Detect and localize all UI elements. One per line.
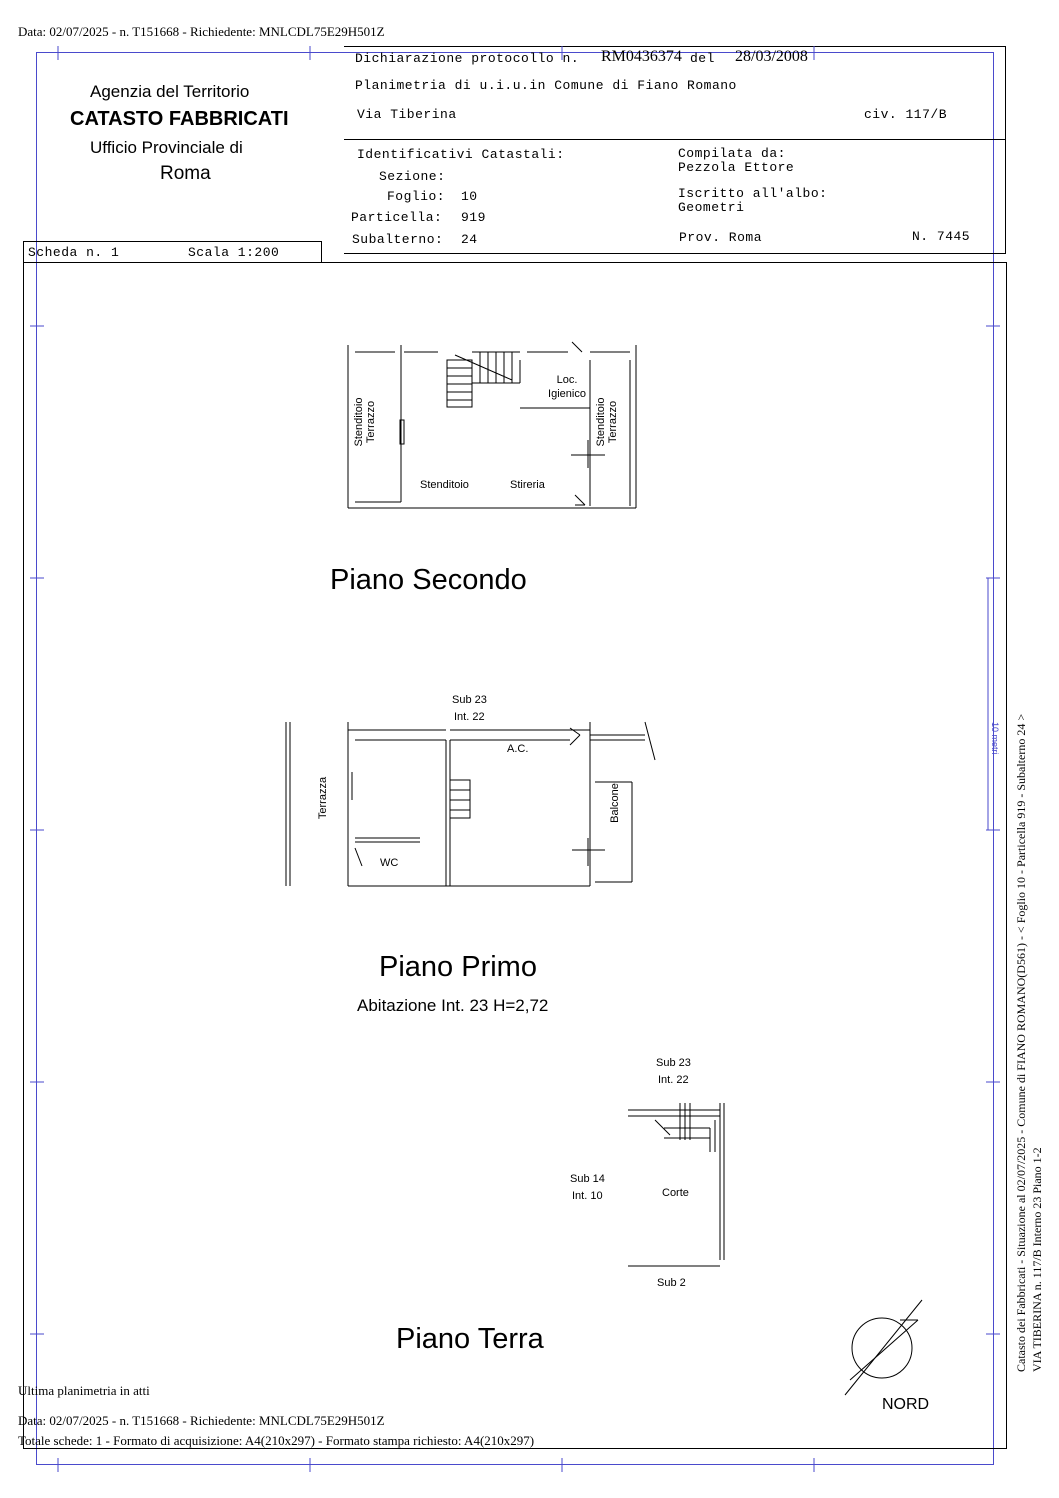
room-balcone: Balcone — [608, 783, 621, 823]
room-stireria: Stireria — [510, 479, 545, 491]
albo-value: Geometri — [678, 200, 745, 215]
room-loc-igienico: Loc. Igienico — [548, 374, 586, 400]
side-text-line2: VIA TIBERINA n. 117/B Interno 23 Piano 1-2 — [1030, 1147, 1044, 1372]
footer-totals: Totale schede: 1 - Formato di acquisizione: A4(210x297) - Formato stampa richiesto: A4(210x297) — [18, 1433, 535, 1448]
sezione-label: Sezione: — [379, 169, 446, 184]
room-stenditoio: Stenditoio — [420, 479, 469, 491]
compiler-n: N. 7445 — [912, 229, 971, 244]
room-wc: WC — [380, 857, 399, 869]
plan-title: Planimetria di u.i.u.in Comune di Fiano Romano — [355, 78, 737, 93]
top-stamp: Data: 02/07/2025 - n. T151668 - Richiedente: MNLCDL75E29H501Z — [18, 24, 385, 39]
compiler-label: Compilata da: — [678, 146, 786, 161]
protocol-del: del — [690, 51, 715, 66]
compiler-name: Pezzola Ettore — [678, 160, 795, 175]
ground-neighbor-int-top: Int. 22 — [658, 1074, 689, 1086]
compiler-prov: Prov. Roma — [679, 230, 763, 245]
neighbor-sub: Sub 23 — [452, 694, 487, 706]
ground-neighbor-sub-top: Sub 23 — [656, 1057, 691, 1069]
room-stenditoio-terrazzo-right: Stenditoio Terrazzo — [595, 397, 619, 447]
floor-title-first: Piano Primo — [379, 951, 537, 983]
particella-value: 919 — [461, 210, 486, 225]
footer-stamp: Data: 02/07/2025 - n. T151668 - Richiedente: MNLCDL75E29H501Z — [18, 1413, 385, 1428]
albo-label: Iscritto all'albo: — [678, 186, 828, 201]
ground-neighbor-sub-bottom: Sub 2 — [657, 1277, 686, 1289]
address-civ: civ. 117/B — [864, 107, 948, 122]
agency-line3: Ufficio Provinciale di — [90, 138, 243, 157]
room-terrazza: Terrazza — [317, 776, 330, 820]
footer-last-plan: Ultima planimetria in atti — [18, 1383, 150, 1398]
ground-neighbor-sub-left: Sub 14 — [570, 1173, 605, 1185]
floor-title-second: Piano Secondo — [330, 564, 527, 596]
particella-label: Particella: — [351, 210, 443, 225]
agency-line2: CATASTO FABBRICATI — [70, 108, 289, 130]
side-text-line1: Catasto dei Fabbricati - Situazione al 02/07/2025 - Comune di FIANO ROMANO(D561) - < Foglio 10 - Particella 919 - Subalterno 24 > — [1014, 713, 1028, 1372]
neighbor-int: Int. 22 — [454, 711, 485, 723]
ground-neighbor-int-left: Int. 10 — [572, 1190, 603, 1202]
room-corte: Corte — [662, 1187, 689, 1199]
protocol-date: 28/03/2008 — [735, 48, 808, 65]
agency-line4: Roma — [160, 163, 211, 184]
side-scale-mark: 10 metri — [990, 722, 1000, 755]
north-label: NORD — [882, 1396, 930, 1413]
agency-line1: Agenzia del Territorio — [90, 82, 250, 101]
foglio-value: 10 — [461, 189, 478, 204]
address-street: Via Tiberina — [357, 107, 457, 122]
foglio-label: Foglio: — [387, 189, 446, 204]
subalterno-label: Subalterno: — [352, 232, 444, 247]
protocol-label: Dichiarazione protocollo n. — [355, 51, 580, 66]
protocol-number: RM0436374 — [601, 48, 682, 65]
room-ac: A.C. — [507, 743, 529, 755]
subalterno-value: 24 — [461, 232, 478, 247]
floor-title-ground: Piano Terra — [396, 1323, 544, 1355]
identifiers-title: Identificativi Catastali: — [357, 147, 565, 162]
floor-subtitle-first: Abitazione Int. 23 H=2,72 — [357, 996, 549, 1015]
scheda-scale: Scala 1:200 — [188, 245, 280, 260]
scheda-label: Scheda n. 1 — [28, 245, 120, 260]
room-stenditoio-terrazzo-left: Stenditoio Terrazzo — [353, 397, 377, 447]
